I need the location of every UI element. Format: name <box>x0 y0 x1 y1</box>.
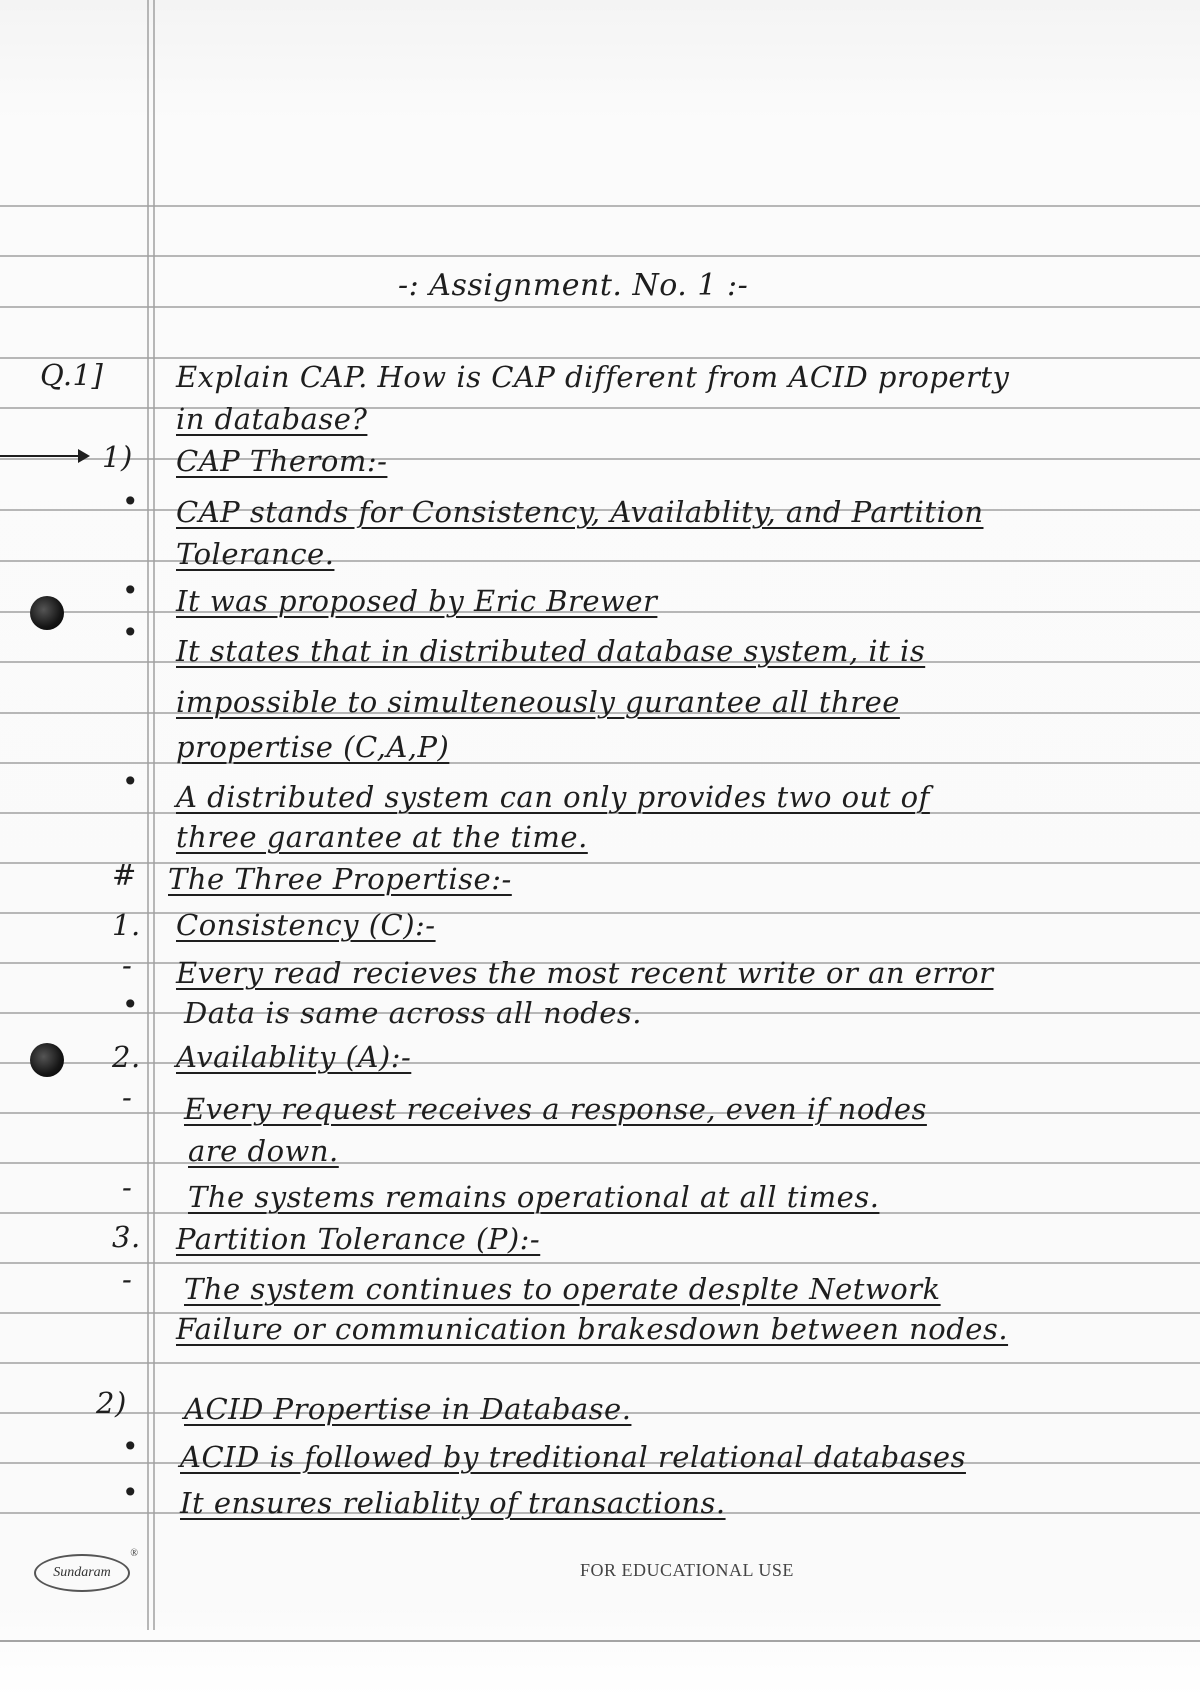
margin-line <box>147 0 149 1630</box>
ruled-line <box>0 255 1200 257</box>
bullet-text: CAP stands for Consistency, Availablity, and Partition <box>176 495 984 529</box>
property-line: The systems remains operational at all times. <box>188 1180 880 1214</box>
question-line-2: in database? <box>176 402 368 436</box>
margin-line <box>153 0 155 1630</box>
page-title: -: Assignment. No. 1 :- <box>398 268 749 303</box>
arrow-icon <box>0 455 84 457</box>
property-line: Every request receives a response, even if nodes <box>184 1092 927 1126</box>
property-line: are down. <box>188 1134 339 1168</box>
brand-name: Sundaram <box>53 1565 111 1580</box>
dash-marker: - <box>122 1170 133 1204</box>
bullet-marker: • <box>122 616 140 649</box>
ruled-line <box>0 306 1200 308</box>
property-number: 3. <box>112 1220 141 1254</box>
bullet-text: three garantee at the time. <box>176 820 588 854</box>
property-line: Data is same across all nodes. <box>184 996 642 1030</box>
property-title: Partition Tolerance (P):- <box>176 1222 541 1256</box>
ruled-line <box>0 205 1200 207</box>
bullet-text: It ensures reliablity of transactions. <box>180 1486 726 1520</box>
question-label: Q.1] <box>40 358 104 392</box>
bullet-text: impossible to simulteneously gurantee all three <box>176 685 900 719</box>
ruled-line <box>0 1362 1200 1364</box>
brand-logo <box>34 1548 138 1592</box>
ruled-line <box>0 1162 1200 1164</box>
ruled-line <box>0 1640 1200 1642</box>
section-heading: ACID Propertise in Database. <box>184 1392 632 1426</box>
section-number: 2) <box>96 1386 127 1420</box>
bullet-marker: • <box>122 485 140 518</box>
punch-hole <box>30 596 64 630</box>
bullet-marker: • <box>122 574 140 607</box>
bullet-text: ACID is followed by treditional relational databases <box>180 1440 966 1474</box>
dash-marker: - <box>122 1080 133 1114</box>
bullet-text: A distributed system can only provides two out of <box>176 780 930 814</box>
bullet-text: It states that in distributed database system, it is <box>176 634 926 668</box>
property-title: Availablity (A):- <box>176 1040 412 1074</box>
footer-text: FOR EDUCATIONAL USE <box>580 1560 794 1580</box>
property-line: The system continues to operate desplte Network <box>184 1272 941 1306</box>
property-number: 2. <box>112 1040 141 1074</box>
punch-hole <box>30 1043 64 1077</box>
section-number: 1) <box>102 440 133 474</box>
hash-marker: # <box>112 858 137 892</box>
bullet-marker: • <box>122 988 140 1021</box>
registered-mark: ® <box>130 1548 138 1559</box>
bullet-marker: • <box>122 1430 140 1463</box>
ruled-line <box>0 357 1200 359</box>
section-heading: CAP Therom:- <box>176 444 388 478</box>
question-line-1: Explain CAP. How is CAP different from ACID property <box>176 360 1010 394</box>
ruled-line <box>0 1262 1200 1264</box>
property-line: Every read recieves the most recent write or an error <box>176 956 994 990</box>
dash-marker: - <box>122 1262 133 1296</box>
property-number: 1. <box>112 908 141 942</box>
property-line: Failure or communication brakesdown between nodes. <box>176 1312 1009 1346</box>
bullet-text: propertise (C,A,P) <box>176 730 450 764</box>
bullet-marker: • <box>122 765 140 798</box>
arrow-head-icon <box>78 449 90 463</box>
bullet-text: It was proposed by Eric Brewer <box>176 584 658 618</box>
bullet-text: Tolerance. <box>176 537 335 571</box>
dash-marker: - <box>122 948 133 982</box>
property-title: Consistency (C):- <box>176 908 436 942</box>
bullet-marker: • <box>122 1476 140 1509</box>
properties-heading: The Three Propertise:- <box>168 862 512 896</box>
